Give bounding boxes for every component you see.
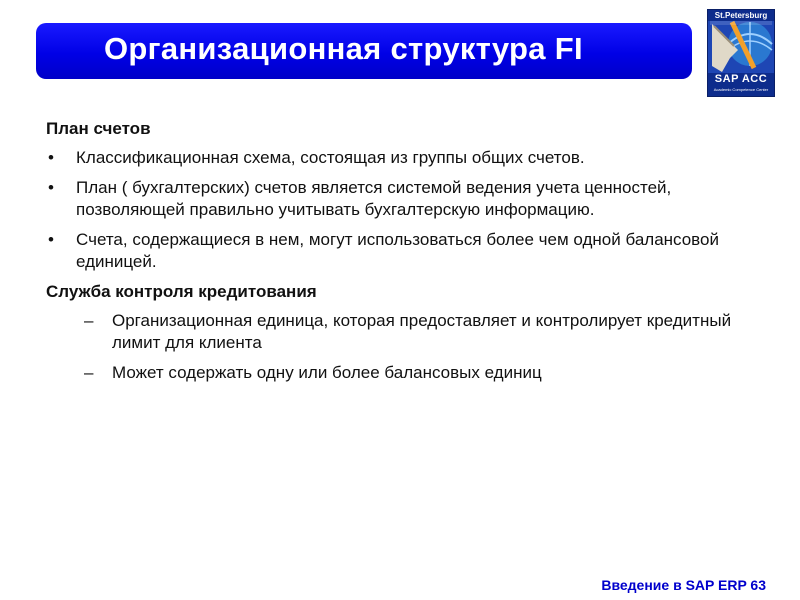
sub-bullet-text: Может содержать одну или более балансовых единиц	[112, 363, 542, 382]
sub-bullet-item	[46, 310, 766, 354]
slide-content	[46, 118, 766, 392]
sap-acc-logo	[707, 9, 775, 97]
sub-bullet-item	[46, 362, 766, 384]
bullet-item	[46, 147, 766, 169]
logo-city-text: St.Petersburg	[714, 11, 768, 20]
sub-bullet-text: Организационная единица, которая предоставляет и контролирует кредитный лимит для клиента	[112, 311, 732, 352]
slide-footer: Введение в SAP ERP 63	[601, 577, 766, 593]
bullet-text: Счета, содержащиеся в нем, могут использоваться более чем одной балансовой единицей.	[76, 230, 719, 271]
dash-marker: –	[84, 363, 94, 382]
section-heading-credit-control: Служба контроля кредитования	[46, 282, 317, 301]
bullet-dot: •	[48, 230, 54, 249]
bullet-item	[46, 229, 766, 273]
section-heading-chart-of-accounts: План счетов	[46, 119, 151, 138]
bullet-dot: •	[48, 148, 54, 167]
dash-marker: –	[84, 311, 94, 330]
bullet-dot: •	[48, 178, 54, 197]
title-bar	[36, 23, 692, 79]
bullet-text: Классификационная схема, состоящая из группы общих счетов.	[76, 148, 585, 167]
bullet-item	[46, 177, 766, 221]
slide-title: Организационная структура FI	[104, 31, 583, 66]
logo-name-text: SAP ACC	[714, 73, 768, 85]
bullet-text: План ( бухгалтерских) счетов является системой ведения учета ценностей, позволяющей правильно учитывать бухгалтерскую информацию.	[76, 178, 672, 219]
logo-subtitle-text: Academic Competence Center	[713, 87, 769, 92]
